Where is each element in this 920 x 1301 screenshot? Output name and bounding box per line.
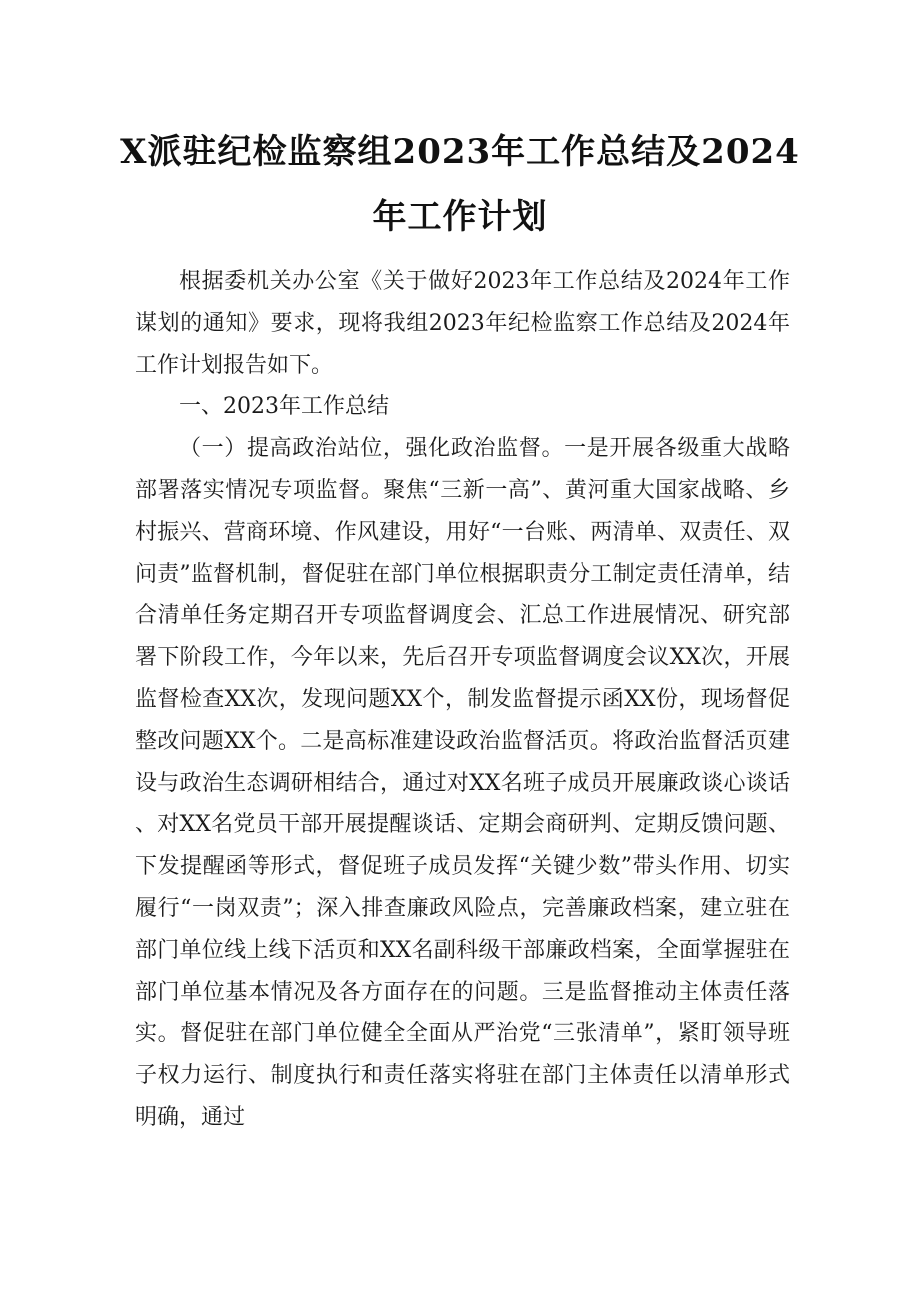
section-paragraph: （一）提高政治站位，强化政治监督。一是开展各级重大战略部署落实情况专项监督。聚焦“三新一高”、黄河重大国家战略、乡村振兴、营商环境、作风建设，用好“一台账、两清单、双责任、双问责”监督机制，督促驻在部门单位根据职责分工制定责任清单，结合清单任务定期召开专项监督调度会、汇总工作进展情况、研究部署下阶段工作，今年以来，先后召开专项监督调度会议XX次，开展监督检查XX次，发现问题XX个，制发监督提示函XX份，现场督促整改问题XX个。二是高标准建设政治监督活页。将政治监督活页建设与政治生态调研相结合，通过对XX名班子成员开展廉政谈心谈话、对XX名党员干部开展提醒谈话、定期会商研判、定期反馈问题、下发提醒函等形式，督促班子成员发挥“关键少数”带头作用、切实履行“一岗双责”；深入排查廉政风险点，完善廉政档案，建立驻在部门单位线上线下活页和XX名副科级干部廉政档案，全面掌握驻在部门单位基本情况及各方面存在的问题。三是监督推动主体责任落实。督促驻在部门单位健全全面从严治党“三张清单”，紧盯领导班子权力运行、制度执行和责任落实将驻在部门主体责任以清单形式明确，通过 bbox=[135, 436, 790, 1130]
document-title-line-2: 年工作计划 bbox=[372, 197, 548, 237]
section-heading: 一、2023年工作总结 bbox=[179, 394, 389, 420]
intro-paragraph: 根据委机关办公室《关于做好2023年工作总结及2024年工作谋划的通知》要求，现将我组2023年纪检监察工作总结及2024年工作计划报告如下。 bbox=[135, 269, 790, 378]
document-body bbox=[135, 261, 790, 1139]
document-title-line-1: X派驻纪检监察组2023年工作总结及2024 bbox=[120, 132, 800, 172]
